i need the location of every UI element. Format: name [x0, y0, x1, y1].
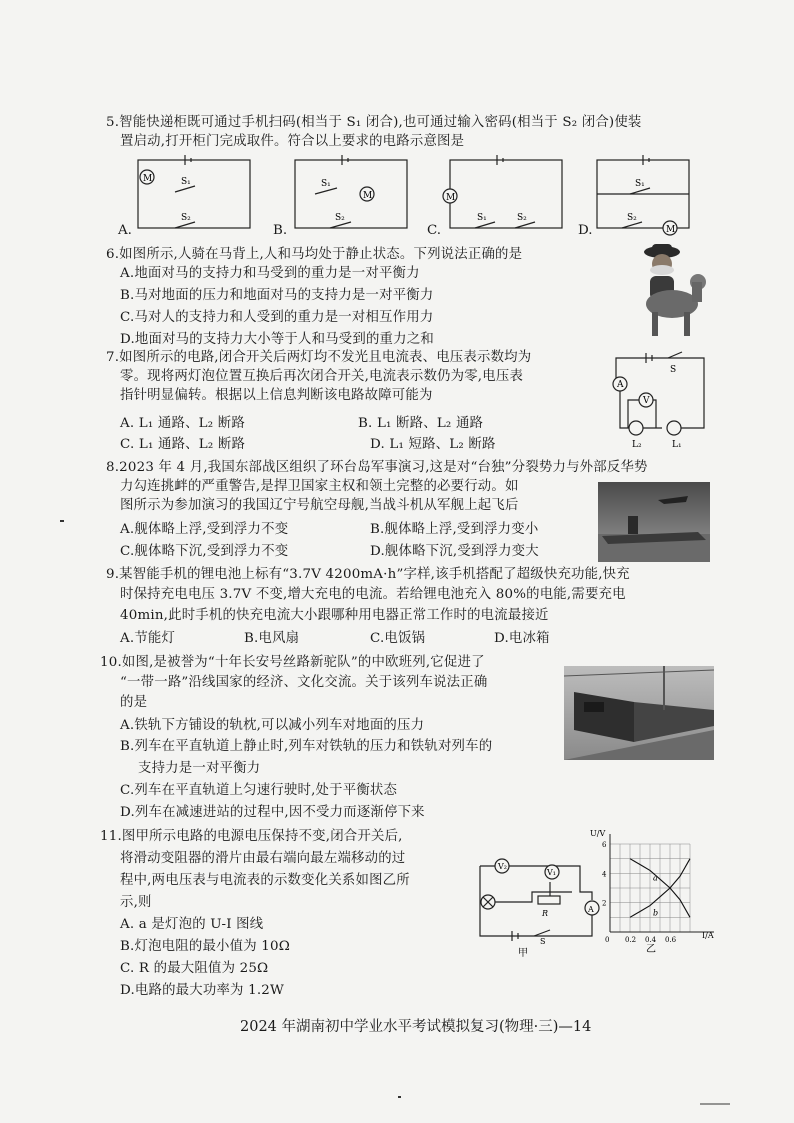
q8-line3: 图所示为参加演习的我国辽宁号航空母舰,当战斗机从军舰上起飞后: [120, 498, 519, 513]
chart-y-axis-label: U/V: [590, 829, 606, 838]
q7-l1-label: L₁: [672, 440, 682, 450]
q11-option-b: B.灯泡电阻的最小值为 10Ω: [120, 939, 291, 954]
q8-line2: 力勾连挑衅的严重警告,是捍卫国家主权和领土完整的必要行动。如: [120, 479, 519, 494]
q10-option-a: A.铁轨下方铺设的轨枕,可以减小列车对地面的压力: [120, 718, 425, 733]
q11-figure-yi-label: 乙: [646, 944, 656, 955]
q6-option-b: B.马对地面的压力和地面对马的支持力是一对平衡力: [120, 288, 434, 303]
q6-line1: 6.如图所示,人骑在马背上,人和马均处于静止状态。下列说法正确的是: [106, 247, 523, 262]
y-tick-label: 2: [602, 899, 607, 908]
q9-option-c: C.电饭锅: [370, 631, 426, 646]
q8-option-c: C.舰体略下沉,受到浮力不变: [120, 544, 289, 559]
q5-option-d: D.: [578, 223, 593, 238]
chart-grid: [610, 844, 690, 932]
q10-option-b-line1: B.列车在平直轨道上静止时,列车对铁轨的压力和铁轨对列车的: [120, 739, 493, 754]
q11-ammeter-label: A: [588, 905, 594, 914]
q5b-motor-label: M: [363, 191, 373, 201]
q7-ammeter-label: A: [617, 380, 624, 390]
y-tick-label: 6: [602, 841, 607, 849]
q7-line1: 7.如图所示的电路,闭合开关后两灯均不发光且电流表、电压表示数均为: [106, 350, 532, 365]
q7-line3: 指针明显偏转。根据以上信息判断该电路故障可能为: [120, 388, 433, 403]
q11-line1: 11.图甲所示电路的电源电压保持不变,闭合开关后,: [100, 829, 403, 844]
q9-line1: 9.某智能手机的锂电池上标有“3.7V 4200mA·h”字样,该手机搭配了超级快充功能,快充: [106, 567, 630, 582]
q11-r-label: R: [542, 909, 549, 918]
q7-circuit-diagram: [606, 350, 716, 455]
q5-circuit-diagrams: [115, 152, 715, 240]
q8-option-b: B.舰体略上浮,受到浮力变小: [370, 522, 539, 537]
q8-line1: 8.2023 年 4 月,我国东部战区组织了环台岛军事演习,这是对“台独”分裂势力与外部反华势: [106, 460, 648, 475]
x-tick-label: 0: [605, 936, 610, 944]
train-photo: [564, 666, 714, 760]
q5b-s2-label: S₂: [335, 213, 345, 223]
q5c-s1-label: S₁: [477, 213, 487, 223]
q7-option-b: B. L₁ 断路、L₂ 通路: [358, 416, 484, 431]
q10-line2: “一带一路”沿线国家的经济、文化交流。关于该列车说法正确: [120, 675, 488, 690]
q7-switch-label: S: [670, 365, 677, 375]
q5d-s1-label: S₁: [635, 179, 645, 189]
q9-option-a: A.节能灯: [120, 631, 176, 646]
q10-line3: 的是: [120, 695, 148, 710]
q7-option-c: C. L₁ 通路、L₂ 断路: [120, 437, 246, 452]
x-tick-label: 0.2: [625, 936, 637, 944]
q8-option-a: A.舰体略上浮,受到浮力不变: [120, 522, 289, 537]
q7-voltmeter-label: V: [643, 396, 650, 406]
series-label-b: b: [653, 908, 659, 918]
page-footer: 2024 年湖南初中学业水平考试模拟复习(物理·三)—14: [240, 1019, 592, 1035]
x-tick-label: 0.6: [665, 936, 677, 944]
aircraft-carrier-photo: [598, 482, 710, 562]
q10-option-d: D.列车在减速进站的过程中,因不受力而逐渐停下来: [120, 805, 425, 820]
series-label-a: a: [653, 873, 658, 883]
horse-rider-image: [632, 242, 712, 342]
q5a-s1-label: S₁: [181, 177, 191, 187]
q8-option-d: D.舰体略下沉,受到浮力变大: [370, 544, 539, 559]
q5-line1: 5.智能快递柜既可通过手机扫码(相当于 S₁ 闭合),也可通过输入密码(相当于 S₂ 闭合)使装: [106, 115, 642, 130]
q11-figure-jia-label: 甲: [518, 948, 528, 959]
q11-v2-label: V₂: [498, 862, 507, 871]
chart-x-axis-label: I/A: [702, 931, 714, 940]
q10-line1: 10.如图,是被誉为“十年长安号丝路新驼队”的中欧班列,它促进了: [100, 655, 485, 670]
q5d-s2-label: S₂: [627, 213, 637, 223]
q5a-s2-label: S₂: [181, 213, 191, 223]
q6-option-a: A.地面对马的支持力和马受到的重力是一对平衡力: [120, 266, 420, 281]
q11-v1-label: V₁: [547, 868, 556, 877]
q5-line2: 置启动,打开柜门完成取件。符合以上要求的电路示意图是: [120, 134, 465, 149]
q11-switch-label: S: [540, 937, 546, 946]
q9-line2: 时保持充电电压 3.7V 不变,增大充电的电流。若给锂电池充入 80%的电能,需要充电: [120, 587, 626, 602]
q10-option-c: C.列车在平直轨道上匀速行驶时,处于平衡状态: [120, 783, 398, 798]
q9-option-b: B.电风扇: [244, 631, 300, 646]
scan-mark: [60, 520, 64, 522]
q11-ui-chart: [590, 828, 720, 958]
q7-option-a: A. L₁ 通路、L₂ 断路: [120, 416, 245, 431]
q5b-s1-label: S₁: [321, 179, 331, 189]
q6-option-c: C.马对人的支持力和人受到的重力是一对相互作用力: [120, 310, 434, 325]
q5-option-b: B.: [273, 223, 288, 238]
q11-option-c: C. R 的最大阻值为 25Ω: [120, 961, 269, 976]
q5-option-a: A.: [118, 223, 132, 238]
q5a-motor-label: M: [143, 174, 153, 184]
q5c-motor-label: M: [446, 193, 456, 203]
y-tick-label: 4: [602, 870, 607, 879]
q7-l2-label: L₂: [632, 440, 642, 450]
q7-line2: 零。现将两灯泡位置互换后再次闭合开关,电流表示数仍为零,电压表: [120, 369, 524, 384]
q11-line2: 将滑动变阻器的滑片由最右端向最左端移动的过: [120, 851, 406, 866]
q7-option-d: D. L₁ 短路、L₂ 断路: [370, 437, 496, 452]
q11-line4: 示,则: [120, 895, 152, 910]
q11-line3: 程中,两电压表与电流表的示数变化关系如图乙所: [120, 873, 410, 888]
x-tick-label: 0.4: [645, 936, 657, 944]
q6-option-d: D.地面对马的支持力大小等于人和马受到的重力之和: [120, 332, 434, 347]
q5-option-c: C.: [427, 223, 442, 238]
q10-option-b-line2: 支持力是一对平衡力: [138, 761, 261, 776]
q11-circuit-jia: [472, 852, 607, 960]
q11-option-d: D.电路的最大功率为 1.2W: [120, 983, 284, 998]
q9-option-d: D.电冰箱: [494, 631, 550, 646]
q11-option-a: A. a 是灯泡的 U-I 图线: [120, 917, 264, 932]
scan-mark: [700, 1103, 730, 1105]
q5d-motor-label: M: [666, 225, 676, 235]
scan-mark: [398, 1096, 401, 1098]
q5c-s2-label: S₂: [517, 213, 527, 223]
q9-line3: 40min,此时手机的快充电流大小跟哪种用电器正常工作时的电流最接近: [120, 608, 549, 623]
